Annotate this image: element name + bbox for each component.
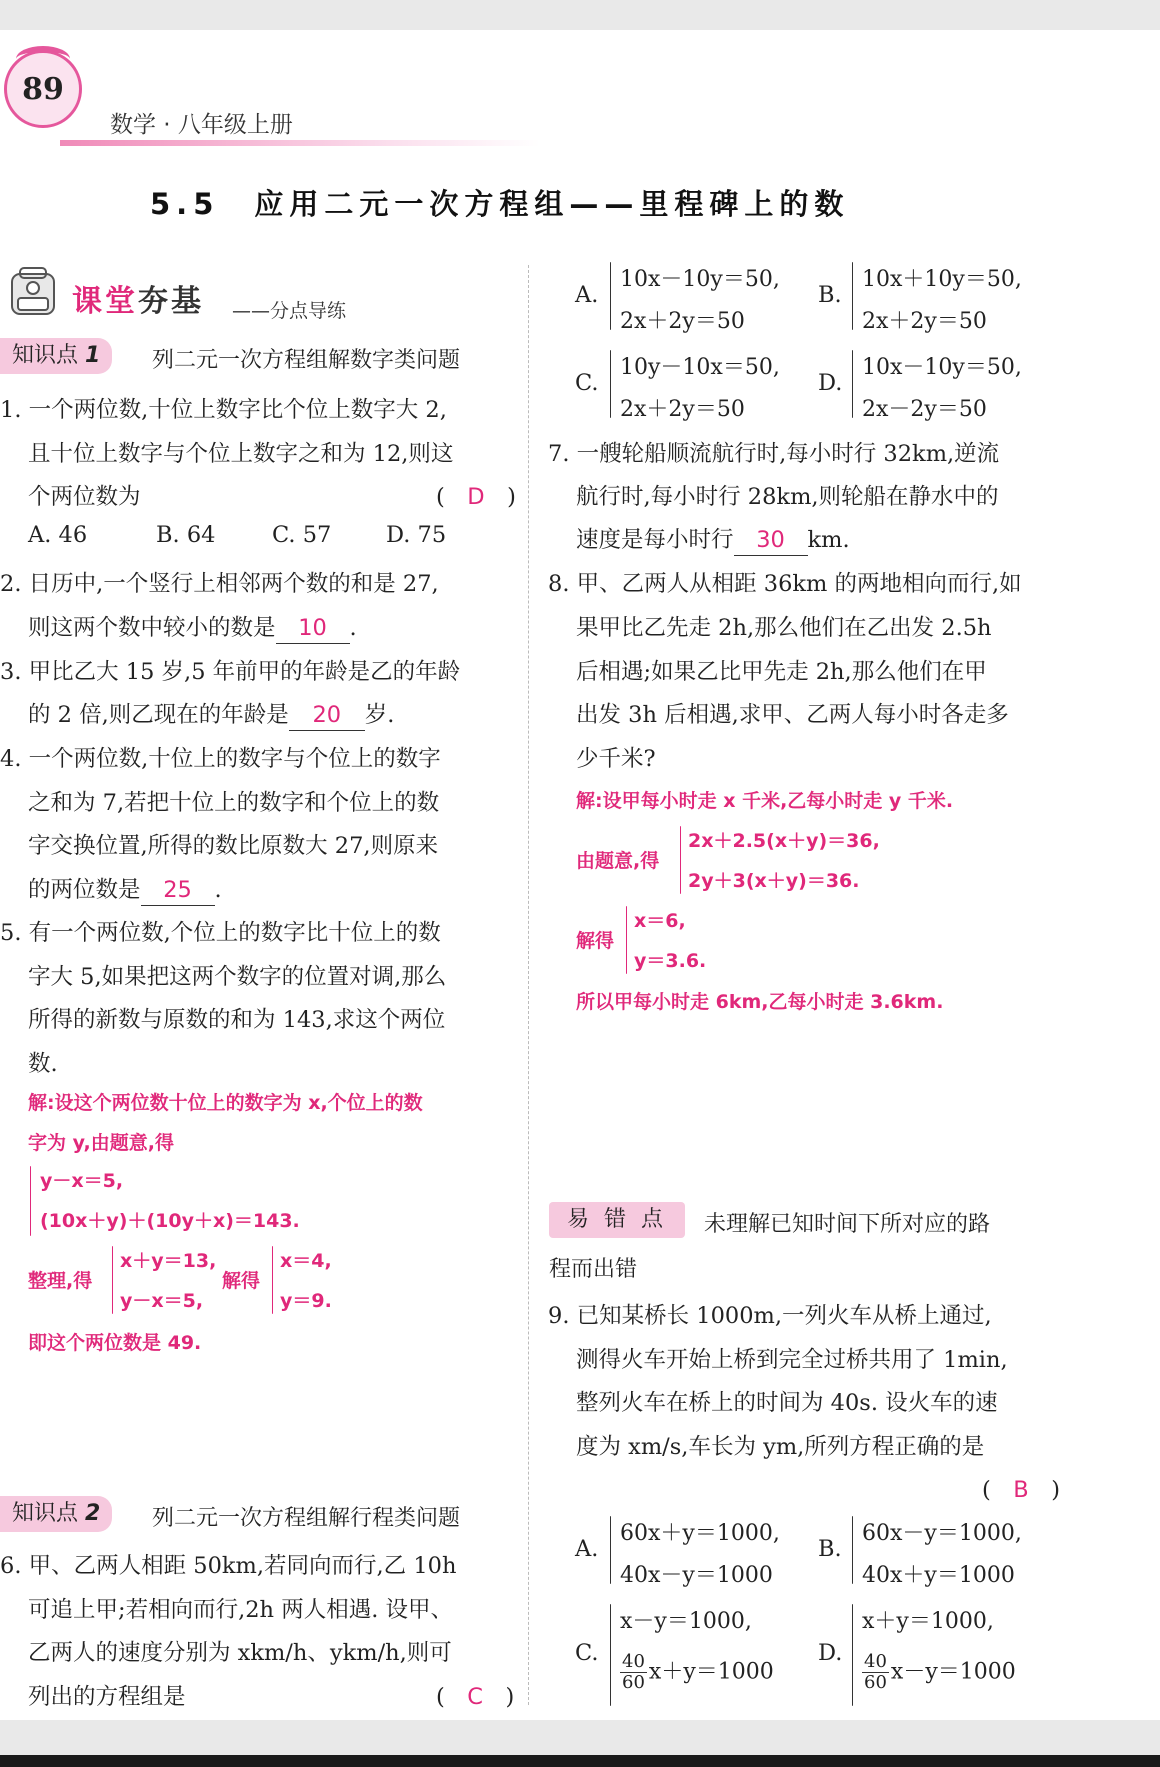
q6-option-a: 10x－10y＝50,: [620, 267, 780, 292]
backpack-icon: [4, 262, 62, 320]
q6-option-a: 2x＋2y＝50: [620, 309, 745, 334]
q7-text: 速度是每小时行: [576, 527, 734, 553]
q6-option-b: 10x＋10y＝50,: [862, 267, 1022, 292]
q6-line: 乙两人的速度分别为 xkm/h、ykm/h,则可: [28, 1640, 452, 1666]
kp-label: 知识点: [12, 343, 79, 368]
q8-solution: 解得: [576, 930, 615, 952]
section-heading-a: 课堂: [72, 284, 138, 319]
q3-line: [28, 697, 394, 731]
q5-equation: y＝9.: [280, 1290, 332, 1312]
q9-line: 度为 xm/s,车长为 ym,所列方程正确的是: [576, 1434, 985, 1460]
q4-text: 的两位数是: [28, 877, 141, 903]
q9-answer: ( B ): [982, 1477, 1060, 1503]
q5-solution: 解得: [222, 1270, 261, 1292]
q9-answer-value: B: [1013, 1477, 1029, 1503]
q3-line: 3. 甲比乙大 15 岁,5 年前甲的年龄是乙的年龄: [0, 659, 461, 685]
q6-option-label: A.: [575, 282, 599, 308]
q9-option-c: x－y＝1000,: [620, 1609, 752, 1634]
brace: [852, 262, 853, 330]
q8-solution: 所以甲每小时走 6km,乙每小时走 3.6km.: [576, 991, 944, 1013]
q5-equation: x＝4,: [280, 1250, 332, 1272]
fraction-numerator: 40: [864, 1651, 887, 1672]
knowledge-point-title-2: 列二元一次方程组解行程类问题: [152, 1506, 461, 1531]
q1-option-c: C. 57: [272, 522, 332, 548]
q6-option-d: 2x－2y＝50: [862, 397, 987, 422]
knowledge-point-badge-2: [0, 1496, 112, 1532]
brace: [610, 1516, 611, 1584]
brace: [626, 906, 627, 974]
section-heading: [72, 276, 204, 320]
q5-line: 5. 有一个两位数,个位上的数字比十位上的数: [0, 920, 441, 946]
q6-option-c: 2x＋2y＝50: [620, 397, 745, 422]
q3-text: 的 2 倍,则乙现在的年龄是: [28, 702, 289, 728]
q5-line: 字大 5,如果把这两个数字的位置对调,那么: [28, 964, 447, 990]
q9-option-a: 60x＋y＝1000,: [620, 1521, 780, 1546]
q4-line: 之和为 7,若把十位上的数字和个位上的数: [28, 790, 440, 816]
page-number: 89: [4, 50, 82, 128]
q1-answer-value: D: [467, 484, 485, 510]
q4-answer: 25: [141, 875, 215, 906]
brace: [852, 1516, 853, 1584]
q9-option-d-eq: x－y＝1000: [890, 1659, 1016, 1685]
knowledge-point-badge-1: [0, 338, 112, 374]
kp-label: 知识点: [12, 1501, 79, 1526]
q6-answer-value: C: [467, 1684, 483, 1710]
q9-option-c-eq: x＋y＝1000: [648, 1659, 774, 1685]
error-prone-title: 程而出错: [549, 1257, 638, 1282]
q6-line: 列出的方程组是: [28, 1684, 186, 1710]
bottom-bar: [0, 1755, 1160, 1767]
q5-equation: y－x＝5,: [40, 1170, 124, 1192]
q5-solution: 即这个两位数是 49.: [28, 1332, 202, 1354]
q1-line: 且十位上数字与个位上数字之和为 12,则这: [28, 441, 454, 467]
q9-option-a: 40x－y＝1000: [620, 1563, 773, 1588]
q8-solution: 由题意,得: [576, 850, 660, 872]
q2-line: 2. 日历中,一个竖行上相邻两个数的和是 27,: [0, 571, 439, 597]
q8-equation: y＝3.6.: [634, 950, 707, 972]
brace: [112, 1246, 113, 1314]
brace: [30, 1166, 31, 1236]
q5-solution: 解:设这个两位数十位上的数字为 x,个位上的数: [28, 1092, 423, 1114]
q7-text-end: km.: [807, 527, 850, 553]
fraction-numerator: 40: [622, 1651, 645, 1672]
q3-text-end: 岁.: [364, 702, 395, 728]
q6-option-label: C.: [575, 370, 599, 396]
q5-line: 所得的新数与原数的和为 143,求这个两位: [28, 1007, 446, 1033]
brace: [610, 350, 611, 418]
q1-line: 个两位数为: [28, 484, 141, 510]
q1-line: 1. 一个两位数,十位上数字比个位上数字大 2,: [0, 397, 447, 423]
q8-line: 少千米?: [576, 746, 656, 772]
fraction-denominator: 60: [864, 1672, 887, 1693]
section-heading-b: 夯基: [138, 284, 204, 319]
q8-line: 8. 甲、乙两人从相距 36km 的两地相向而行,如: [548, 571, 1022, 597]
q5-solution: 字为 y,由题意,得: [28, 1132, 174, 1154]
q8-equation: 2x＋2.5(x＋y)＝36,: [688, 830, 880, 852]
section-title: 5.5 应用二元一次方程组——里程碑上的数: [150, 187, 850, 221]
q9-line: 整列火车在桥上的时间为 40s. 设火车的速: [576, 1390, 998, 1416]
q1-option-a: A. 46: [28, 522, 88, 548]
knowledge-point-title-1: 列二元一次方程组解数字类问题: [152, 348, 461, 373]
q9-option-label: B.: [818, 1536, 842, 1562]
q9-option-d: [862, 1652, 1016, 1693]
q4-text-end: .: [214, 877, 222, 903]
q9-option-label: C.: [575, 1640, 599, 1666]
q8-line: 果甲比乙先走 2h,那么他们在乙出发 2.5h: [576, 615, 992, 641]
q9-option-label: D.: [818, 1640, 843, 1666]
brace: [272, 1246, 273, 1314]
error-prone-badge: 易 错 点: [549, 1202, 685, 1238]
fraction: [620, 1652, 647, 1693]
q1-answer: ( D ): [436, 484, 516, 510]
q6-option-label: B.: [818, 282, 842, 308]
q5-line: 数.: [28, 1051, 58, 1077]
q4-line: [28, 872, 222, 906]
book-title: 数学 · 八年级上册: [110, 112, 293, 138]
q7-line: [576, 522, 850, 556]
q5-equation: (10x＋y)＋(10y＋x)＝143.: [40, 1210, 300, 1232]
q9-option-b: 40x＋y＝1000: [862, 1563, 1015, 1588]
brace: [610, 262, 611, 330]
q7-line: 航行时,每小时行 28km,则轮船在静水中的: [576, 484, 999, 510]
brace: [852, 1604, 853, 1706]
q1-option-d: D. 75: [386, 522, 447, 548]
q8-equation: x＝6,: [634, 910, 686, 932]
q8-equation: 2y＋3(x＋y)＝36.: [688, 870, 860, 892]
q5-equation: x＋y＝13,: [120, 1250, 217, 1272]
kp-number: 2: [85, 1501, 101, 1526]
q4-line: 字交换位置,所得的数比原数大 27,则原来: [28, 833, 439, 859]
kp-number: 1: [85, 343, 101, 368]
q9-option-d: x＋y＝1000,: [862, 1609, 994, 1634]
q3-answer: 20: [289, 700, 365, 731]
fraction-denominator: 60: [622, 1672, 645, 1693]
header-rule: [60, 140, 540, 146]
q6-option-c: 10y－10x＝50,: [620, 355, 780, 380]
q9-option-b: 60x－y＝1000,: [862, 1521, 1022, 1546]
q6-option-d: 10x－10y＝50,: [862, 355, 1022, 380]
q4-line: 4. 一个两位数,十位上的数字与个位上的数字: [0, 746, 441, 772]
q6-line: 6. 甲、乙两人相距 50km,若同向而行,乙 10h: [0, 1553, 457, 1579]
q2-text: 则这两个数中较小的数是: [28, 615, 276, 641]
fraction: [862, 1652, 889, 1693]
q8-line: 出发 3h 后相遇,求甲、乙两人每小时各走多: [576, 702, 1009, 728]
column-divider: [528, 265, 529, 1705]
q7-line: 7. 一艘轮船顺流航行时,每小时行 32km,逆流: [548, 441, 1000, 467]
q8-line: 后相遇;如果乙比甲先走 2h,那么他们在甲: [576, 659, 987, 685]
q1-option-b: B. 64: [156, 522, 216, 548]
section-subtitle: ——分点导练: [232, 300, 347, 322]
q6-line: 可追上甲;若相向而行,2h 两人相遇. 设甲、: [28, 1597, 453, 1623]
q6-option-b: 2x＋2y＝50: [862, 309, 987, 334]
q2-line: [28, 610, 357, 644]
brace: [680, 826, 681, 894]
q9-line: 9. 已知某桥长 1000m,一列火车从桥上通过,: [548, 1303, 992, 1329]
error-prone-title: 未理解已知时间下所对应的路: [704, 1212, 991, 1237]
q9-line: 测得火车开始上桥到完全过桥共用了 1min,: [576, 1347, 1008, 1373]
q6-option-label: D.: [818, 370, 843, 396]
brace: [610, 1604, 611, 1706]
q5-equation: y－x＝5,: [120, 1290, 204, 1312]
q7-answer: 30: [734, 525, 808, 556]
q6-answer: ( C ): [436, 1684, 515, 1710]
q9-option-c: [620, 1652, 774, 1693]
q5-solution: 整理,得: [28, 1270, 93, 1292]
q9-option-label: A.: [575, 1536, 599, 1562]
q8-solution: 解:设甲每小时走 x 千米,乙每小时走 y 千米.: [576, 790, 954, 812]
q2-answer: 10: [276, 613, 350, 644]
q2-text-end: .: [349, 615, 357, 641]
brace: [852, 350, 853, 418]
